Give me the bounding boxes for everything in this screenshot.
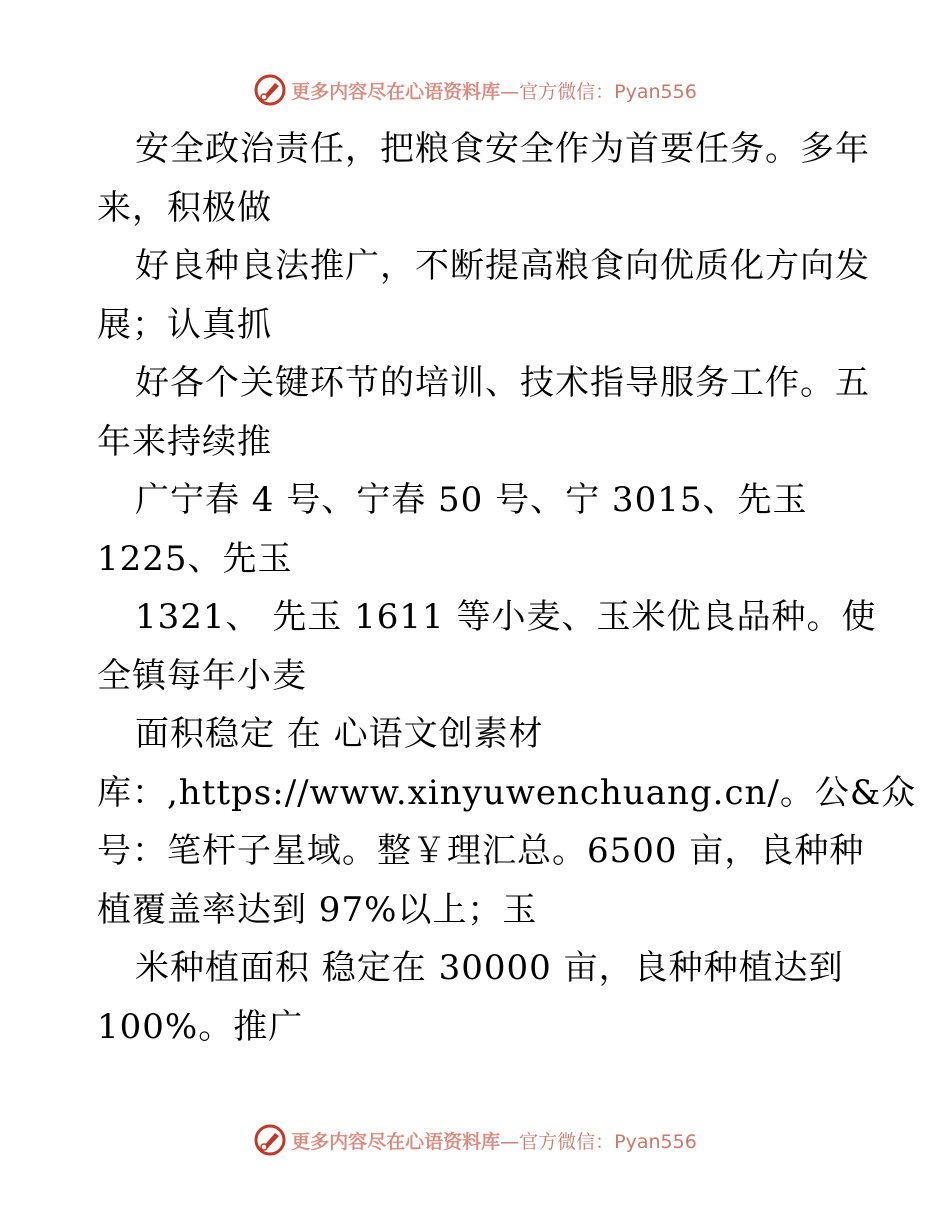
body-line: 好良种良法推广，不断提高粮食向优质化方向发 xyxy=(135,246,870,286)
body-line: 米种植面积 稳定在 30000 亩，良种种植达到 xyxy=(135,948,844,988)
body-line: 全镇每年小麦 xyxy=(97,655,307,696)
pen-circle-logo-icon xyxy=(253,73,287,107)
footer-wechat-text: —官方微信：Pyan556 xyxy=(500,1130,697,1153)
pen-circle-logo-icon xyxy=(253,1123,287,1157)
header-banner xyxy=(0,72,950,108)
body-line: 展；认真抓 xyxy=(97,304,272,345)
footer-banner xyxy=(0,1122,950,1158)
body-line: 年来持续推 xyxy=(97,421,272,462)
body-line: 100%。推广 xyxy=(97,1006,304,1047)
body-line: 1225、先玉 xyxy=(97,538,293,579)
body-line: 面积稳定 在 心语文创素材 xyxy=(135,714,544,754)
body-line: 1321、 先玉 1611 等小麦、玉米优良品种。使 xyxy=(135,597,877,637)
body-line: 库：,https://www.xinyuwenchuang.cn/。公&众 xyxy=(97,772,917,813)
body-line: 安全政治责任，把粮食安全作为首要任务。多年 xyxy=(135,129,870,169)
body-line: 好各个关键环节的培训、技术指导服务工作。五 xyxy=(135,363,870,403)
body-line: 广宁春 4 号、宁春 50 号、宁 3015、先玉 xyxy=(135,480,808,520)
body-line: 来，积极做 xyxy=(97,187,272,228)
body-line: 植覆盖率达到 97%以上；玉 xyxy=(97,889,538,930)
document-body xyxy=(97,120,917,1056)
footer-brand-text: 更多内容尽在心语资料库 xyxy=(291,1130,501,1153)
header-wechat-text: —官方微信：Pyan556 xyxy=(500,80,697,103)
header-brand-text: 更多内容尽在心语资料库 xyxy=(291,80,501,103)
body-line: 号：笔杆子星域。整￥理汇总。6500 亩，良种种 xyxy=(97,831,865,871)
